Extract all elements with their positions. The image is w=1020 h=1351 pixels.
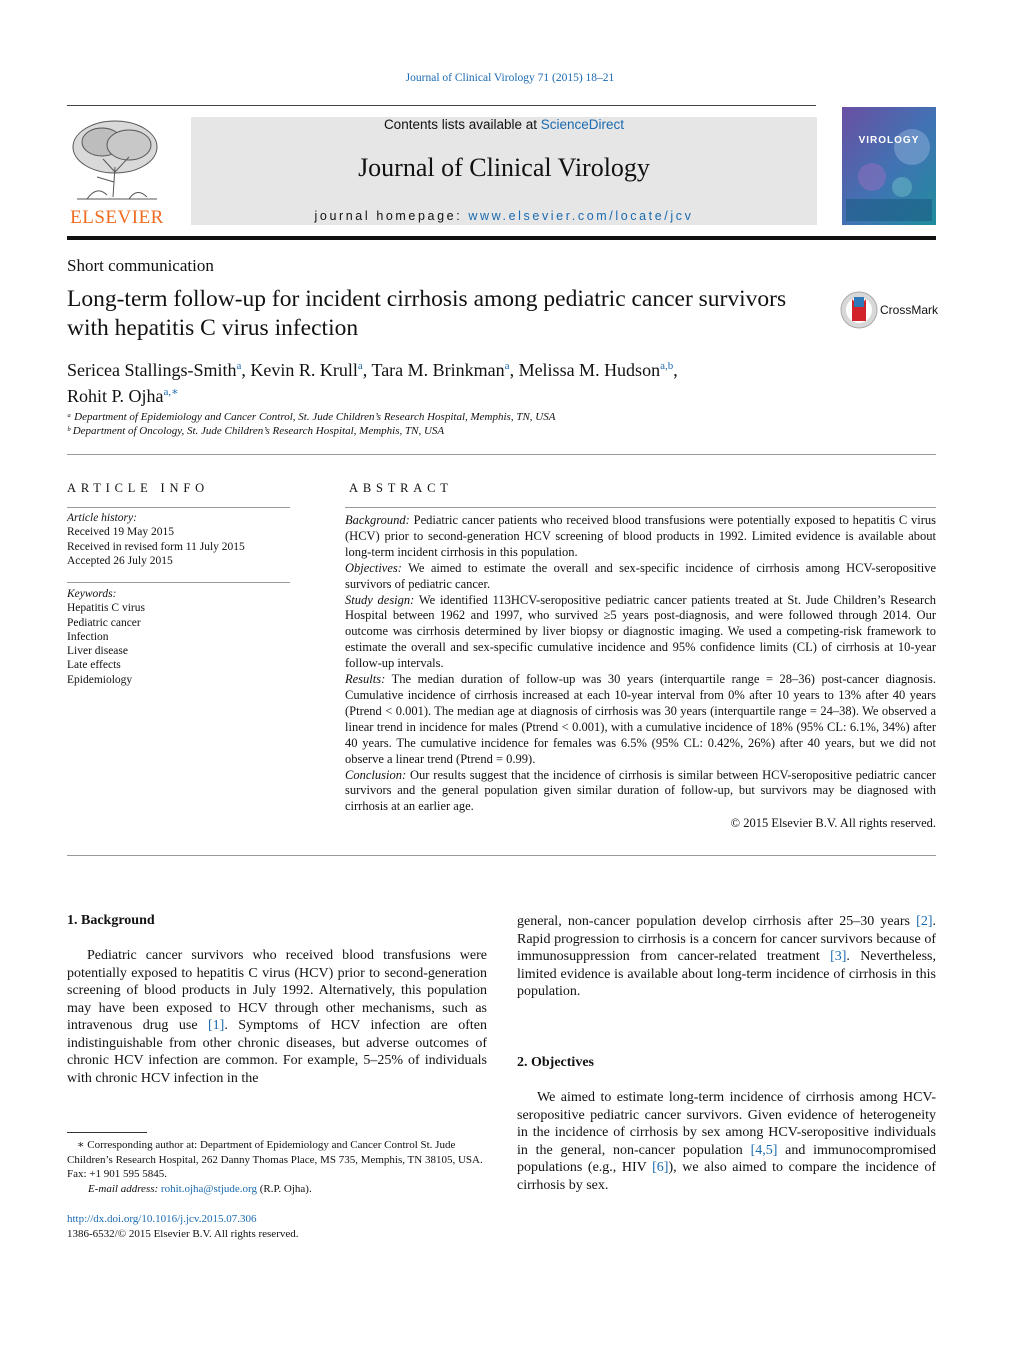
author-name[interactable]: Sericea Stallings-Smith xyxy=(67,360,237,380)
s2-text-c: ), we also aimed to compare the incidence of cirrhosis by sex. xyxy=(517,1160,936,1193)
s1-text-a: Pediatric cancer survivors who received blood transfusions were potentially exposed to hepatitis C virus (HCV) prior to second-generation screening of blood products in July 1992. Alternatively, this population may have been exposed to HCV through other mechanisms, such as intravenous drug use xyxy=(67,948,487,1033)
author-name[interactable]: Tara M. Brinkman xyxy=(371,360,505,380)
header-thick-rule xyxy=(67,236,936,240)
abstract-copyright: © 2015 Elsevier B.V. All rights reserved. xyxy=(730,816,936,830)
section-1-heading: 1. Background xyxy=(67,913,155,928)
crossmark-label: CrossMark xyxy=(880,303,939,317)
s1-cont-c: . Nevertheless, limited evidence is available about long-term incidence of cirrhosis in this population. xyxy=(517,949,936,999)
cover-image-icon xyxy=(842,107,936,225)
footnote-rule xyxy=(67,1132,147,1133)
doi-block xyxy=(67,1212,299,1242)
section-1-continued xyxy=(517,913,936,1001)
contents-line xyxy=(191,117,817,132)
header-rule xyxy=(67,105,816,106)
article-type: Short communication xyxy=(67,256,214,275)
author-name[interactable]: Melissa M. Hudson xyxy=(518,360,661,380)
ref-link[interactable]: [4,5] xyxy=(750,1142,778,1158)
s1-cont-a: general, non-cancer population develop cirrhosis after 25–30 years xyxy=(517,914,917,929)
homepage-line xyxy=(191,209,817,223)
design-text: We identified 113HCV-seropositive pediatric cancer patients treated at St. Jude Children’s Research Hospital between 1962 and 1997, who survived ≥5 years post-diagnosis, and were followed through 2014. Our outcome was cirrhosis determined by liver biopsy or diagnostic imaging. We used a competing-risk framework to estimate the overall and sex-specific cumulative incidence and 95% confidence limits (CL) of cirrhosis at 10-year follow-up intervals. xyxy=(345,592,936,671)
objectives-text: We aimed to estimate the overall and sex-specific incidence of cirrhosis among HCV-seropositive survivors of pediatric cancer. xyxy=(345,560,936,591)
background-text: Pediatric cancer patients who received blood transfusions were potentially exposed to hepatitis C virus (HCV) prior to second-generation HCV screening of blood products in 1992. Limited evidence is available about long-term incident cirrhosis in this population. xyxy=(345,513,936,559)
author-affil-sup[interactable]: a,b xyxy=(660,360,674,372)
journal-citation[interactable]: Journal of Clinical Virology 71 (2015) 18–21 xyxy=(405,72,615,84)
keywords-label: Keywords: xyxy=(67,588,117,600)
s1-cont-b: . Rapid progression to cirrhosis is a concern for cancer survivors because of immunosuppression from cancer-related treatment xyxy=(517,914,936,964)
history-item: Received in revised form 11 July 2015 xyxy=(67,540,245,553)
ref-link[interactable]: [6] xyxy=(652,1160,669,1175)
conclusion-label: Conclusion: xyxy=(345,767,407,782)
affiliation-a: ᵃ Department of Epidemiology and Cancer Control, St. Jude Children’s Research Hospital, Memphis, TN, USA xyxy=(67,411,556,423)
ref-link[interactable]: [1] xyxy=(207,1018,225,1033)
abstract-heading: ABSTRACT xyxy=(349,481,453,495)
design-label: Study design: xyxy=(345,592,415,607)
corresponding-author: ∗ Corresponding author at: Department of Epidemiology and Cancer Control St. Jude Children’s Research Hospital, 262 Danny Thomas Place, MS 735, Memphis, TN 38105, USA. Fax: +1 901 595 5845. xyxy=(67,1139,483,1180)
elsevier-logo[interactable] xyxy=(67,117,167,229)
ref-link[interactable]: [3] xyxy=(830,949,847,964)
section-2-text xyxy=(517,1089,936,1194)
email-suffix: (R.P. Ojha). xyxy=(257,1182,312,1195)
keywords-rule xyxy=(67,582,290,583)
author-name[interactable]: Rohit P. Ojha xyxy=(67,386,164,406)
article-info-heading: ARTICLE INFO xyxy=(67,481,209,495)
email-link[interactable]: rohit.ojha@stjude.org xyxy=(160,1182,258,1195)
doi-link[interactable]: http://dx.doi.org/10.1016/j.jcv.2015.07.306 xyxy=(67,1213,257,1225)
author-affil-sup[interactable]: a xyxy=(504,360,510,372)
history-item: Received 19 May 2015 xyxy=(67,526,174,539)
crossmark-icon xyxy=(840,291,878,329)
s2-text-b: and immunocompromised populations (e.g., HIV xyxy=(517,1142,937,1175)
results-text: The median duration of follow-up was 30 years (interquartile range = 28–36) post-cancer diagnosis. Cumulative incidence of cirrhosis increased at each 10-year interval from 0% after 10 years to 13% after 40 years (Ptrend < 0.001). The median age at diagnosis of cirrhosis was 30 years (interquartile range = 24–38). We observed a linear trend in incidence for males (Ptrend < 0.001), with a cumulative incidence of 18% (95% CL: 6.1%, 34%) after 40 years. The cumulative incidence for females was 6.5% (95% CL: 0.42%, 26%) after 40 years, but we did not observe a linear trend (Ptrend = 0.99). xyxy=(345,672,936,766)
homepage-link[interactable]: www.elsevier.com/locate/jcv xyxy=(468,209,694,223)
affiliation-b: ᵇ Department of Oncology, St. Jude Children’s Research Hospital, Memphis, TN, USA xyxy=(67,425,445,437)
author-affil-sup[interactable]: a xyxy=(236,360,242,372)
results-label: Results: xyxy=(345,672,386,687)
keyword-item: Hepatitis C virus xyxy=(67,602,145,615)
objectives-label: Objectives: xyxy=(345,560,402,575)
article-info-rule xyxy=(67,507,290,508)
s1-text-b: . Symptoms of HCV infection are often indistinguishable from other chronic diseases, but adverse outcomes of chronic HCV infection are common. For example, 5–25% of individuals with chronic HCV infection in the xyxy=(67,1018,487,1086)
article-title: Long-term follow-up for incident cirrhosis among pediatric cancer survivors with hepatitis C virus infection xyxy=(67,286,787,341)
corresponding-footnote xyxy=(67,1138,487,1196)
section-1-text xyxy=(67,947,487,1087)
cover-title: VIROLOGY xyxy=(858,135,920,146)
abstract-end-rule xyxy=(67,855,936,856)
ref-link[interactable]: [2] xyxy=(916,914,933,929)
background-label: Background: xyxy=(345,513,410,527)
history-item: Accepted 26 July 2015 xyxy=(67,554,173,567)
sciencedirect-link[interactable]: ScienceDirect xyxy=(540,117,625,132)
author-affil-sup[interactable]: a xyxy=(357,360,363,372)
author-name[interactable]: Kevin R. Krull xyxy=(250,360,358,380)
journal-cover[interactable] xyxy=(842,107,936,225)
tree-icon xyxy=(67,117,167,209)
keyword-item: Pediatric cancer xyxy=(67,616,141,629)
homepage-prefix: journal homepage: xyxy=(314,209,469,223)
keyword-item: Infection xyxy=(67,630,109,643)
keyword-item: Epidemiology xyxy=(67,673,133,686)
keywords-block xyxy=(67,587,145,687)
publisher-logo-text: ELSEVIER xyxy=(70,207,164,228)
author-list: Sericea Stallings-Smith$^a$, Kevin R. Krull$^a$, Tara M. Brinkman$^a$, Melissa M. Hudson$^{a,b}$, Rohit P. Ojha$^{a,∗}$ xyxy=(67,360,678,406)
keyword-item: Liver disease xyxy=(67,645,128,658)
s2-text-a: We aimed to estimate long-term incidence of cirrhosis among HCV-seropositive pediatric cancer survivors. Given evidence of heterogeneity in the incidence of cirrhosis by sex among HCV-seropositive individuals in the general, non-cancer population xyxy=(517,1090,936,1158)
conclusion-text: Our results suggest that the incidence of cirrhosis is similar between HCV-seropositive pediatric cancer survivors and the general population given similar duration of follow-up, but survivors may be diagnosed with cirrhosis at an earlier age. xyxy=(345,767,936,814)
section-2-heading: 2. Objectives xyxy=(517,1055,594,1070)
author-affil-sup[interactable]: a,∗ xyxy=(163,386,179,398)
email-label: E-mail address: xyxy=(88,1182,161,1195)
abstract-rule xyxy=(345,507,936,508)
contents-prefix: Contents lists available at xyxy=(383,117,541,132)
section-divider xyxy=(67,454,936,455)
journal-name: Journal of Clinical Virology xyxy=(358,153,650,182)
history-label: Article history: xyxy=(67,512,137,524)
crossmark-badge[interactable] xyxy=(840,291,940,329)
abstract-text xyxy=(345,513,936,815)
keyword-item: Late effects xyxy=(67,659,121,672)
issn-line: 1386-6532/© 2015 Elsevier B.V. All rights reserved. xyxy=(67,1228,299,1240)
article-history xyxy=(67,511,245,568)
